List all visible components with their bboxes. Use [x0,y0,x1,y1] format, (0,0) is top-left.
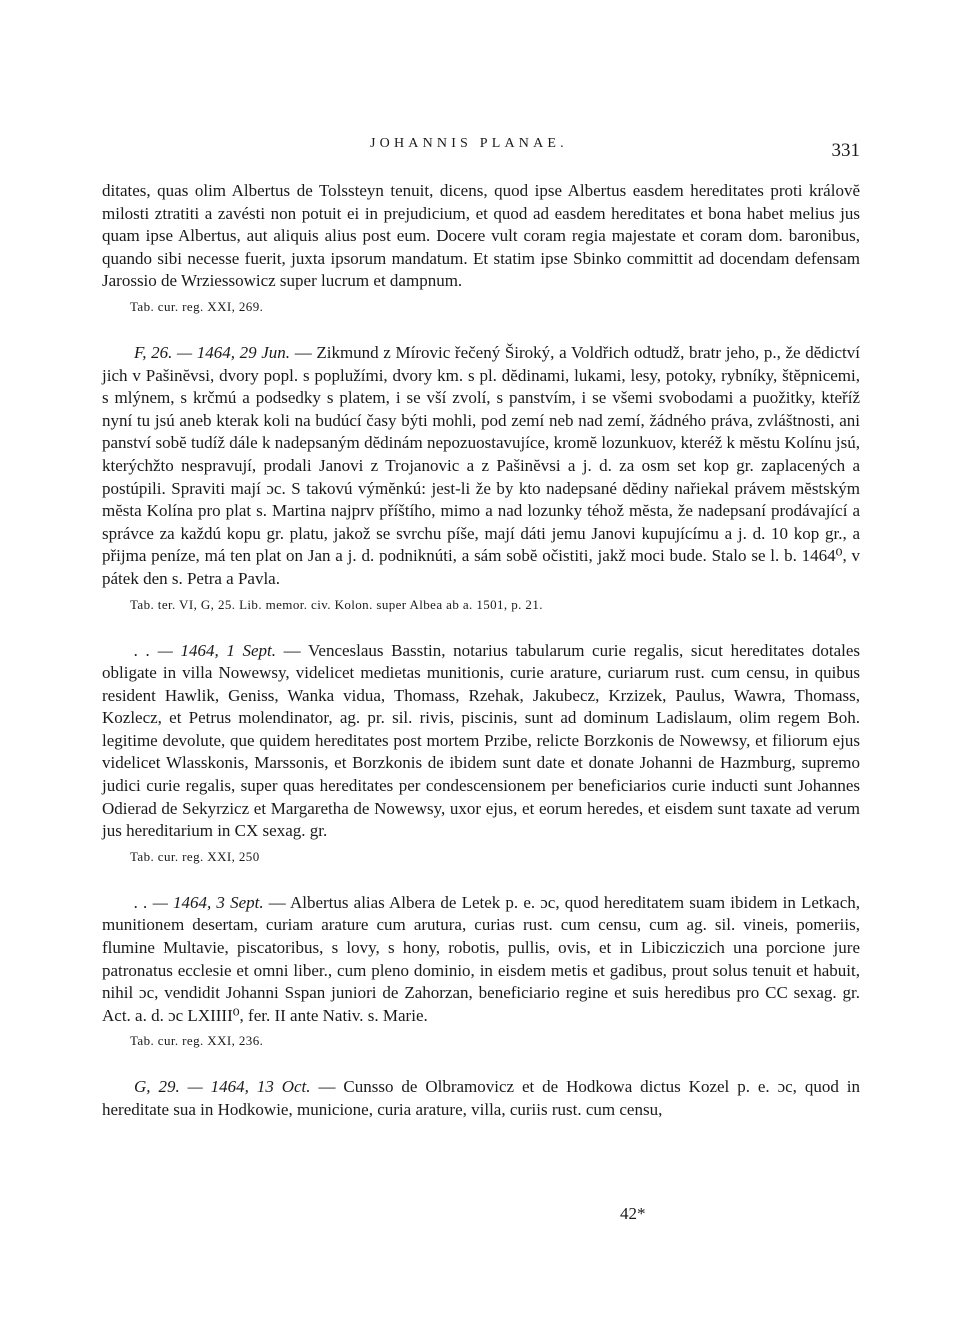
entry-3-sept [102,892,860,1051]
entry-paragraph [102,342,860,591]
source-citation: Tab. cur. reg. XXI, 250 [130,848,260,864]
source-citation: Tab. ter. VI, G, 25. Lib. memor. civ. Kolon. super Albea ab a. 1501, p. 21. [130,596,543,612]
signature-mark: 42* [620,1204,646,1223]
entry-heading: G, 29. — 1464, 13 Oct. [134,1077,311,1097]
entry-heading: F, 26. — 1464, 29 Jun. [134,342,291,362]
source-citation: Tab. cur. reg. XXI, 236. [130,1033,264,1049]
entry-paragraph [102,892,860,1028]
entry-text: — Venceslaus Basstin, notarius tabularum curie regalis, sicut hereditates dotales obligate in villa Nowewsy, videlicet medietas munitionis, curie arature, curiarum rust. cum censu, in quibus resident Hawlik, Geniss, Wanka vidua, Thomass, Rzehak, Jakubecz, Krzizek, Paulus, Wawra, Thomass, Kozlecz, et Petrus molendinator, ag. pr. sil. rivis, piscinis, sunt ad dominum Ladislaum, olim regem Boh. legitime devolute, que quidem hereditates post mortem Przibe, relicte Borzkonis de Nowewsy, et filiorum ejus videlicet Wlasskonis, Marssonis, et Borzkonis de ibidem sunt date et donate Johanni de Hazmburg, supremo judici curie regalis, super quas hereditates per condescensionem per beneficiarios curie inducti sunt Johannes Odierad de Sekyrzicz et Margaretha de Nowewsy, uxor ejus, et eorum heredes, et eisdem sunt taxate ad verum jus hereditarium in CX sexag. gr. [102,640,860,841]
page-header [102,136,860,166]
page-body [102,180,860,1122]
entry-heading: . . — 1464, 1 Sept. [134,640,277,660]
entry-text: — Albertus alias Albera de Letek p. e. ɔc, quod hereditatem suam ibidem in Letkach, munitionem desertam, curiam arature cum arutura, curias rust. cum censu, cum ag. sil. vineis, pomeriis, flumine Multavie, piscatoribus, s lovy, s hony, robotis, pullis, ovis, et in Libicziczich una porcione jure patronatus ecclesie et omni liber., cum pleno dominio, in eisdem metis et gadibus, prout solus tenuit et habuit, nihil ɔc, vendidit Johanni Sspan juniori de Zahorzan, beneficiario regine et suis heredibus pro CC sexag. gr. Act. a. d. ɔc LXIIII⁰, fer. II ante Nativ. s. Marie. [102,892,860,1025]
entry-paragraph [102,640,860,843]
entry-heading: . . — 1464, 3 Sept. [134,892,264,912]
intro-paragraph: ditates, quas olim Albertus de Tolssteyn tenuit, dicens, quod ipse Albertus easdem hereditates proti královĕ milosti ztratiti a zavésti non potuit ei in prejudicium, et quod ad easdem hereditates et bona habet melius jus quam ipse Albertus, aut aliquis alius post eum. Docere vult coram regia majestate et coram dom. baronibus, quando sibi necesse fuerit, juxta ipsorum mandatum. Et statim ipse Sbinko committit ad docendam defensam Jarossio de Wrziessowicz super lucrum et dampnum. [102,181,860,291]
entry-g29 [102,1076,860,1121]
running-head: JOHANNIS PLANAE. [370,136,568,151]
entry-f26 [102,342,860,614]
source-citation: Tab. cur. reg. XXI, 269. [130,298,264,314]
entry-paragraph [102,1076,860,1121]
page-number: 331 [831,140,860,161]
entry-text: — Cunsso de Olbramovicz et de Hodkowa dictus Kozel p. e. ɔc, quod in hereditate sua in Hodkowie, municione, curia arature, villa, curiis rust. cum censu, [102,1077,860,1119]
intro-block [102,180,860,316]
entry-1-sept [102,640,860,866]
entry-text: — Zikmund z Mírovic řečený Široký, a Voldřich odtudž, bratr jeho, p., že dĕdictví jich v Pašinĕvsi, dvory popl. s poplužími, dvory km. s pl. dĕdinami, lukami, lesy, potoky, rybníky, štĕpnicemi, s mlýnem, s krčmú a podsedky s platem, i se vší zvolí, s panstvím, i se všemi svobodami a puožitky, kteříž nyní tu jsú aneb kterak koli na budúcí časy býti mohli, pod zemí neb nad zemí, žádného práva, zvláštnosti, ani panství sobĕ tudíž dále k nadepsaným dĕdinám nepozuostavujíce, kromĕ lozunkuov, kteréž k mĕstu Kolínu jsú, kterýchžto nespravují, prodali Janovi z Trojanovic a z Pašinĕvsi a j. d. za osm set kop gr. zaplacených a postúpili. Spraviti mají ɔc. S takovú výmĕnkú: jest-li že by kto nadepsané dĕdiny nařiekal právem mĕstským mĕsta Kolína pro plat s. Martina najprv příštího, mimo a nad lozunky téhož mĕsta, že nadepsaní prodávající a správce za každú kopu gr. platu, jakož se svrchu píše, mají dáti jemu Janovi kupujícímu a j. d. 10 kop gr., a přijma peníze, má ten plat on Jan a j. d. podniknúti, a sám sobĕ očistiti, jakž moci bude. Stalo se l. b. 1464⁰, v pátek den s. Petra a Pavla. [102,342,860,588]
